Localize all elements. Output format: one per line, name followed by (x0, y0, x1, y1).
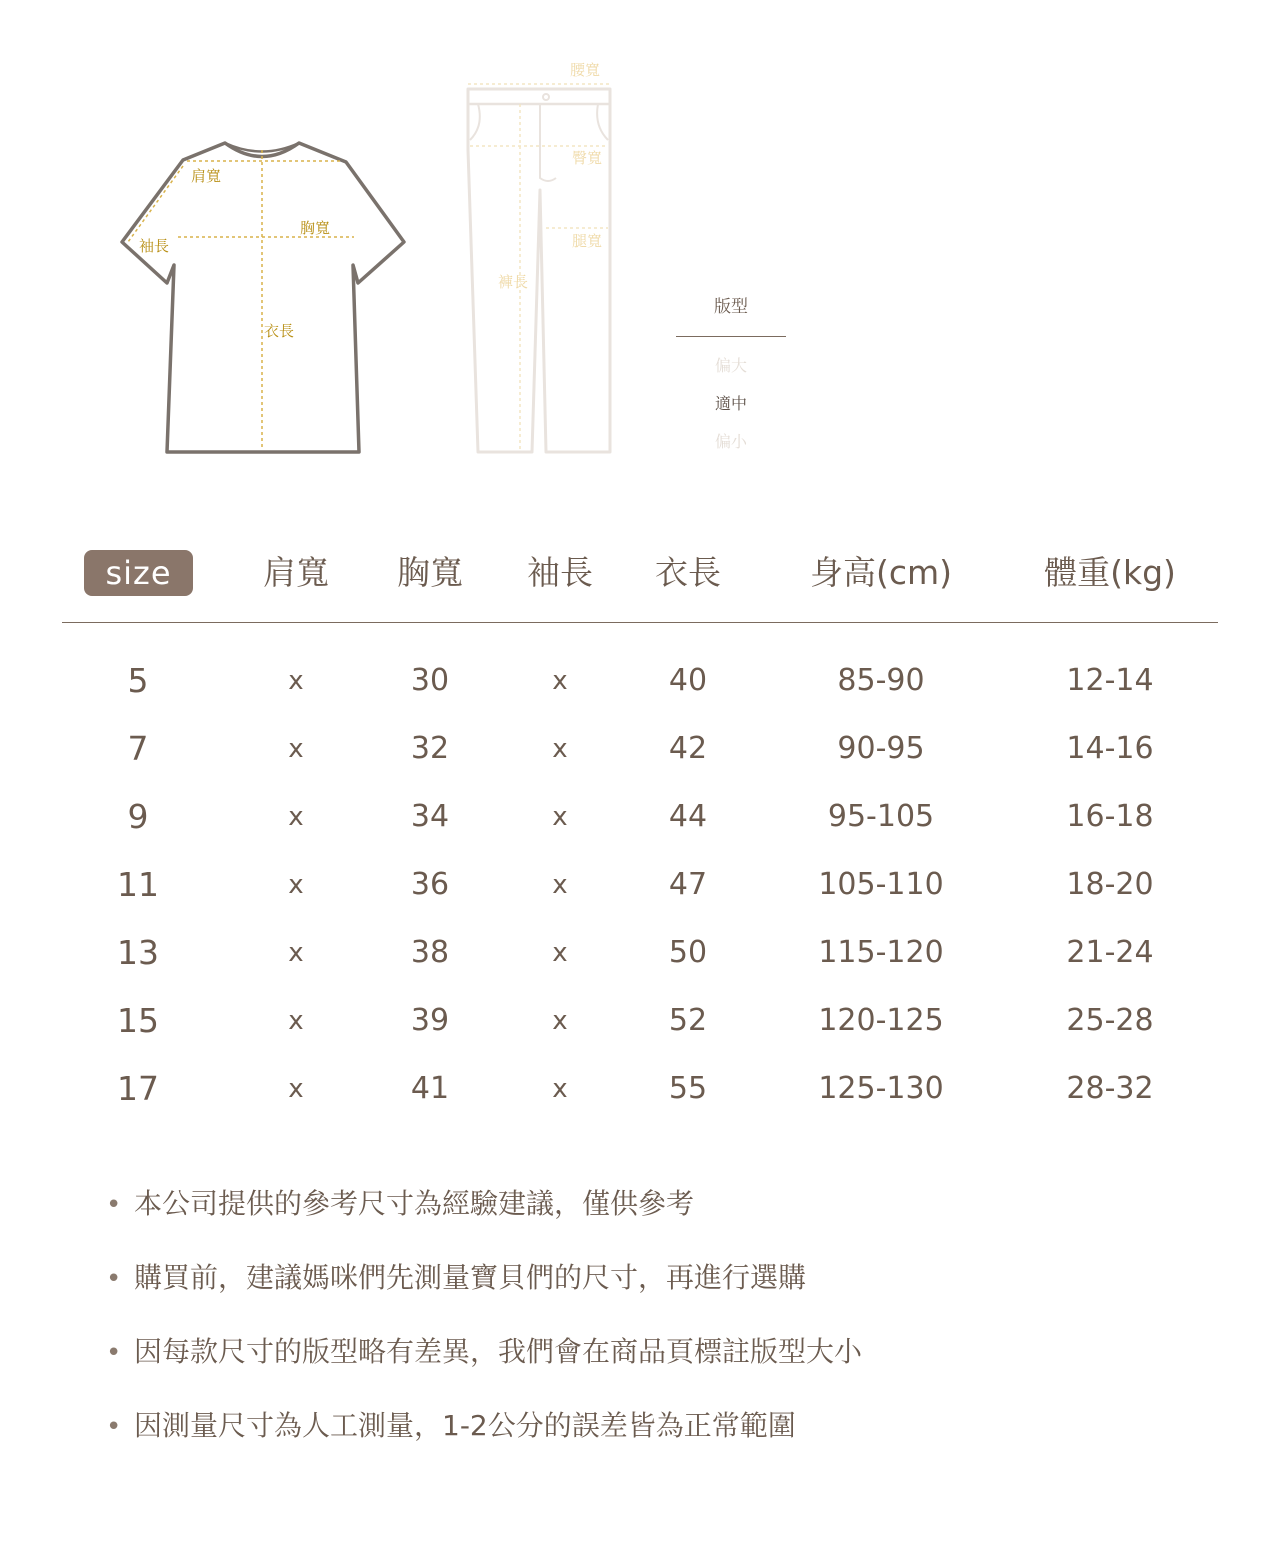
fit-option-small: 偏小 (714, 432, 747, 451)
table-body (62, 651, 1218, 1127)
cell-shoulder: x (288, 870, 304, 900)
cell-height: 90-95 (837, 731, 925, 766)
cell-length: 55 (668, 1071, 708, 1106)
pants-fly (540, 104, 556, 181)
table-row (62, 719, 1218, 787)
cell-shoulder: x (288, 734, 304, 764)
cell-length: 44 (668, 799, 708, 834)
cell-height: 85-90 (837, 663, 925, 698)
note-text: 因測量尺寸為人工測量，1-2公分的誤差皆為正常範圍 (134, 1409, 796, 1442)
header-length: 衣長 (655, 553, 721, 592)
length-label: 衣長 (264, 322, 295, 340)
cell-height: 125-130 (818, 1071, 944, 1106)
cell-shoulder: x (288, 802, 304, 832)
cell-shoulder: x (288, 938, 304, 968)
cell-size: 11 (117, 865, 159, 904)
cell-sleeve: x (552, 870, 568, 900)
cell-length: 42 (668, 731, 708, 766)
cell-height: 95-105 (827, 799, 935, 834)
cell-weight: 18-20 (1066, 867, 1154, 902)
table-row (62, 991, 1218, 1059)
cell-shoulder: x (288, 1074, 304, 1104)
size-table (62, 540, 1218, 1127)
cell-weight: 21-24 (1066, 935, 1154, 970)
garment-diagram (0, 0, 1280, 500)
cell-sleeve: x (552, 734, 568, 764)
cell-weight: 28-32 (1066, 1071, 1154, 1106)
shoulder-label: 肩寬 (191, 167, 222, 185)
fit-option-regular: 適中 (714, 394, 747, 413)
hip-label: 臀寬 (572, 149, 603, 167)
cell-weight: 12-14 (1066, 663, 1154, 698)
fit-indicator (676, 292, 786, 469)
cell-weight: 16-18 (1066, 799, 1154, 834)
cell-chest: 39 (410, 1003, 450, 1038)
cell-chest: 32 (410, 731, 450, 766)
sleeve-label: 袖長 (139, 237, 170, 255)
table-header (62, 540, 1218, 623)
cell-shoulder: x (288, 666, 304, 696)
cell-height: 105-110 (818, 867, 944, 902)
note-item (106, 1180, 1166, 1254)
pants-button (543, 94, 549, 100)
table-row (62, 651, 1218, 719)
cell-length: 40 (668, 663, 708, 698)
cell-chest: 34 (410, 799, 450, 834)
cell-size: 13 (117, 933, 159, 972)
cell-chest: 38 (410, 935, 450, 970)
notes-list (106, 1180, 1166, 1476)
sleeve-measure-line (128, 166, 183, 242)
cell-size: 9 (127, 797, 149, 836)
pants-length-label: 褲長 (498, 273, 529, 291)
cell-sleeve: x (552, 1006, 568, 1036)
cell-shoulder: x (288, 1006, 304, 1036)
tshirt-illustration (122, 143, 404, 452)
cell-chest: 41 (410, 1071, 450, 1106)
cell-sleeve: x (552, 666, 568, 696)
bullet: • (106, 1190, 122, 1220)
bullet: • (106, 1264, 122, 1294)
table-row (62, 1059, 1218, 1127)
note-text: 本公司提供的參考尺寸為經驗建議，僅供參考 (134, 1187, 695, 1220)
table-row (62, 787, 1218, 855)
thigh-label: 腿寬 (572, 232, 603, 250)
fit-option-large: 偏大 (714, 356, 747, 375)
note-text: 購買前，建議媽咪們先測量寶貝們的尺寸，再進行選購 (134, 1261, 807, 1294)
note-item (106, 1402, 1166, 1476)
fit-title: 版型 (714, 297, 748, 317)
chest-label: 胸寬 (300, 219, 331, 237)
table-row (62, 923, 1218, 991)
cell-sleeve: x (552, 938, 568, 968)
tshirt-outline (122, 143, 404, 452)
cell-length: 52 (668, 1003, 708, 1038)
header-weight: 體重(kg) (1044, 553, 1176, 592)
cell-sleeve: x (552, 802, 568, 832)
cell-size: 5 (127, 661, 149, 700)
cell-size: 15 (117, 1001, 159, 1040)
size-header-badge: size (84, 550, 193, 596)
bullet: • (106, 1412, 122, 1442)
fit-divider (676, 336, 786, 337)
header-chest: 胸寬 (397, 553, 463, 592)
pants-pocket-right (597, 104, 608, 140)
cell-chest: 36 (410, 867, 450, 902)
cell-size: 7 (127, 729, 149, 768)
pants-pocket-left (470, 104, 480, 140)
cell-length: 50 (668, 935, 708, 970)
cell-chest: 30 (410, 663, 450, 698)
header-sleeve: 袖長 (527, 553, 593, 592)
cell-height: 115-120 (818, 935, 944, 970)
cell-weight: 25-28 (1066, 1003, 1154, 1038)
bullet: • (106, 1338, 122, 1368)
cell-length: 47 (668, 867, 708, 902)
pants-illustration (468, 61, 610, 452)
header-shoulder: 肩寬 (263, 553, 329, 592)
cell-weight: 14-16 (1066, 731, 1154, 766)
cell-size: 17 (117, 1069, 159, 1108)
note-item (106, 1328, 1166, 1402)
cell-sleeve: x (552, 1074, 568, 1104)
waist-label: 腰寬 (570, 61, 601, 79)
table-row (62, 855, 1218, 923)
cell-height: 120-125 (818, 1003, 944, 1038)
header-height: 身高(cm) (809, 553, 953, 592)
note-item (106, 1254, 1166, 1328)
note-text: 因每款尺寸的版型略有差異，我們會在商品頁標註版型大小 (134, 1335, 863, 1368)
